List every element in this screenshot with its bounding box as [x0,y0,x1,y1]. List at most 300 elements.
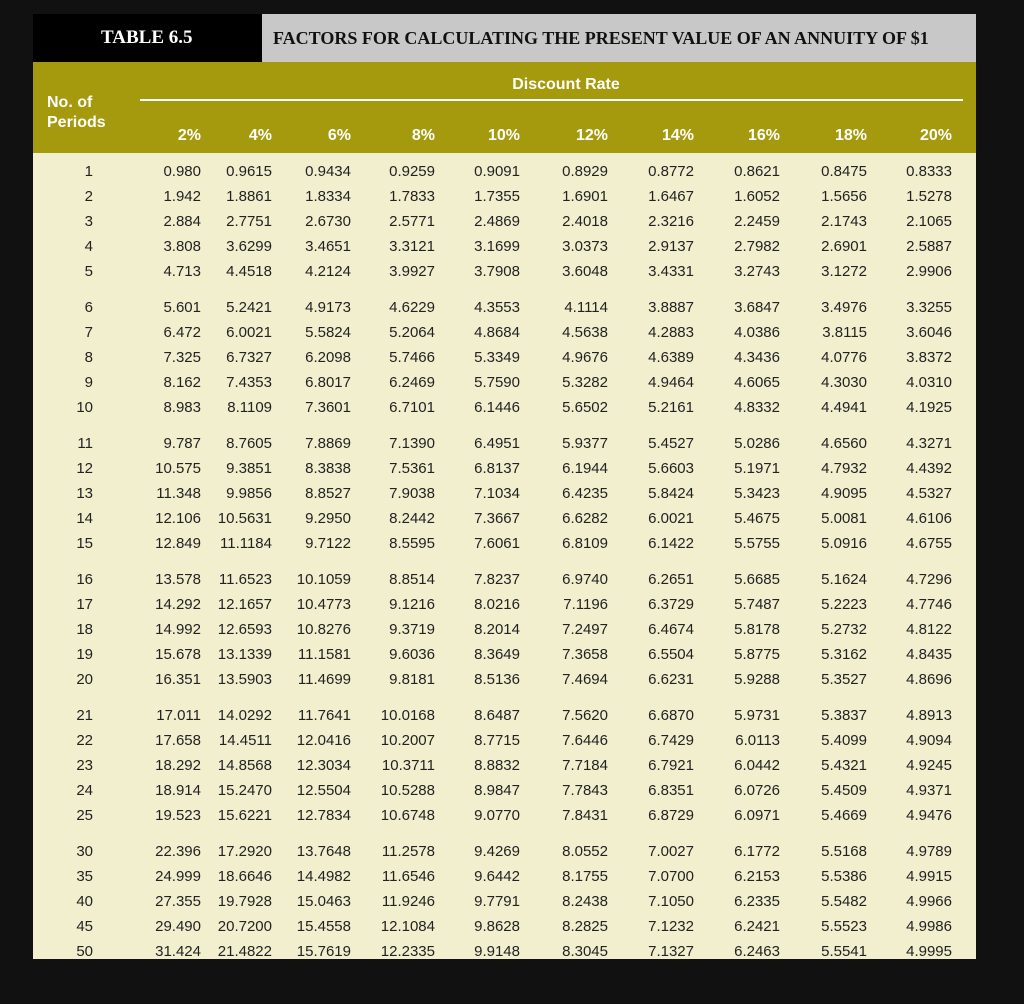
factor-cell: 3.7908 [474,263,520,280]
factor-cell: 7.7843 [562,782,608,799]
factor-cell: 10.2007 [380,732,435,749]
period-cell: 8 [84,349,93,366]
factor-cell: 4.6755 [906,535,952,552]
factor-cell: 4.9915 [906,868,952,885]
factor-cell: 14.4982 [296,868,351,885]
factor-cell: 10.1059 [296,571,351,588]
factor-cell: 9.3851 [226,460,272,477]
factor-cell: 8.9847 [474,782,520,799]
factor-cell: 7.1196 [563,596,608,613]
factor-cell: 7.1034 [474,485,520,502]
factor-cell: 19.523 [155,807,201,824]
factor-cell: 3.9927 [389,263,435,280]
factor-cell: 9.7791 [474,893,520,910]
factor-cell: 22.396 [155,843,201,860]
period-cell: 5 [84,263,93,280]
factor-cell: 6.8729 [648,807,694,824]
factor-cell: 4.9094 [906,732,952,749]
period-cell: 3 [84,213,93,230]
period-cell: 21 [76,707,93,724]
factor-cell: 3.8115 [822,324,867,341]
factor-cell: 9.7122 [305,535,351,552]
annuity-table [33,14,976,959]
factor-cell: 4.9676 [562,349,608,366]
factor-cell: 4.5327 [906,485,952,502]
factor-cell: 15.2470 [217,782,272,799]
rate-header-cell: 16% [747,127,780,144]
factor-cell: 7.1232 [648,918,694,935]
factor-cell: 11.7641 [297,707,351,724]
table-row [33,460,976,482]
factor-cell: 0.8621 [734,163,780,180]
table-row [33,435,976,457]
factor-cell: 27.355 [155,893,201,910]
factor-cell: 6.0021 [648,510,694,527]
table-row [33,596,976,618]
factor-cell: 4.9476 [906,807,952,824]
factor-cell: 8.8832 [474,757,520,774]
factor-cell: 10.5631 [217,510,272,527]
factor-cell: 5.6502 [562,399,608,416]
factor-cell: 6.5504 [648,646,694,663]
table-row [33,510,976,532]
factor-cell: 3.2743 [734,263,780,280]
factor-cell: 3.0373 [562,238,608,255]
factor-cell: 8.0552 [562,843,608,860]
factor-cell: 6.2421 [734,918,780,935]
factor-cell: 12.106 [155,510,201,527]
factor-cell: 2.7982 [734,238,780,255]
factor-cell: 4.9173 [305,299,351,316]
factor-cell: 4.9986 [906,918,952,935]
factor-cell: 9.8628 [474,918,520,935]
factor-cell: 4.4392 [906,460,952,477]
table-row [33,893,976,915]
factor-cell: 3.3121 [389,238,435,255]
factor-cell: 13.7648 [296,843,351,860]
factor-cell: 4.4518 [226,263,272,280]
factor-cell: 5.4527 [648,435,694,452]
factor-cell: 5.0286 [734,435,780,452]
period-cell: 17 [76,596,93,613]
factor-cell: 3.4976 [821,299,867,316]
factor-cell: 11.9246 [381,893,435,910]
rate-header-cell: 12% [575,127,608,144]
factor-cell: 6.0113 [735,732,780,749]
factor-cell: 5.5168 [821,843,867,860]
period-cell: 7 [84,324,93,341]
factor-cell: 4.8435 [906,646,952,663]
factor-cell: 3.1699 [474,238,520,255]
factor-cell: 4.7932 [821,460,867,477]
table-row [33,621,976,643]
factor-cell: 6.9740 [562,571,608,588]
factor-cell: 5.4675 [734,510,780,527]
factor-cell: 4.6560 [821,435,867,452]
factor-cell: 8.3838 [305,460,351,477]
factor-cell: 13.1339 [217,646,272,663]
factor-cell: 16.351 [155,671,201,688]
factor-cell: 3.6048 [562,263,608,280]
factor-cell: 18.292 [155,757,201,774]
factor-cell: 6.472 [163,324,201,341]
factor-cell: 7.2497 [562,621,608,638]
factor-cell: 4.2124 [305,263,351,280]
factor-cell: 7.6061 [474,535,520,552]
factor-cell: 6.7327 [226,349,272,366]
factor-cell: 5.3837 [821,707,867,724]
factor-cell: 4.4941 [821,399,867,416]
table-row [33,918,976,940]
table-row [33,188,976,210]
factor-cell: 7.1390 [389,435,435,452]
factor-cell: 3.6299 [226,238,272,255]
rate-header-row [33,127,976,147]
factor-cell: 8.7605 [226,435,272,452]
table-row [33,535,976,557]
factor-cell: 14.0292 [217,707,272,724]
factor-cell: 2.2459 [734,213,780,230]
rate-header-cell: 10% [487,127,520,144]
factor-cell: 8.8514 [389,571,435,588]
factor-cell: 5.6603 [648,460,694,477]
factor-cell: 15.6221 [217,807,272,824]
factor-cell: 6.2463 [734,943,780,960]
factor-cell: 1.7355 [474,188,520,205]
factor-cell: 8.5595 [389,535,435,552]
period-cell: 11 [77,435,93,452]
table-row [33,213,976,235]
factor-cell: 5.4321 [821,757,867,774]
factor-cell: 5.9288 [734,671,780,688]
factor-cell: 5.2732 [821,621,867,638]
period-cell: 30 [76,843,93,860]
factor-cell: 3.6046 [906,324,952,341]
factor-cell: 3.4651 [305,238,351,255]
factor-cell: 6.4674 [648,621,694,638]
factor-cell: 2.5887 [906,238,952,255]
factor-cell: 7.1327 [648,943,694,960]
factor-cell: 2.5771 [389,213,435,230]
factor-cell: 6.0442 [734,757,780,774]
rate-header-cell: 18% [834,127,867,144]
table-row [33,646,976,668]
factor-cell: 8.3649 [474,646,520,663]
factor-cell: 1.942 [163,188,201,205]
factor-cell: 6.7429 [648,732,694,749]
factor-cell: 5.601 [163,299,201,316]
factor-cell: 10.3711 [381,757,435,774]
factor-cell: 12.1084 [380,918,435,935]
period-cell: 10 [76,399,93,416]
period-cell: 9 [84,374,93,391]
factor-cell: 5.4509 [821,782,867,799]
factor-cell: 4.7296 [906,571,952,588]
factor-cell: 4.2883 [648,324,694,341]
rate-header-cell: 20% [919,127,952,144]
factor-cell: 5.8178 [734,621,780,638]
factor-cell: 10.8276 [296,621,351,638]
factor-cell: 4.9789 [906,843,952,860]
factor-cell: 0.8772 [648,163,694,180]
factor-cell: 1.5656 [821,188,867,205]
factor-cell: 7.8869 [305,435,351,452]
factor-cell: 8.2014 [474,621,520,638]
factor-cell: 21.4822 [217,943,272,960]
factor-cell: 1.6901 [562,188,608,205]
factor-cell: 0.8475 [821,163,867,180]
factor-cell: 7.4353 [226,374,272,391]
factor-cell: 7.5361 [389,460,435,477]
factor-cell: 8.1755 [562,868,608,885]
factor-cell: 1.8334 [305,188,351,205]
factor-cell: 9.4269 [474,843,520,860]
factor-cell: 6.0726 [734,782,780,799]
factor-cell: 3.1272 [821,263,867,280]
factor-cell: 6.8137 [474,460,520,477]
table-row [33,399,976,421]
period-cell: 24 [76,782,93,799]
discount-rate-header: Discount Rate [512,76,620,93]
factor-cell: 4.6106 [906,510,952,527]
factor-cell: 7.3601 [305,399,351,416]
factor-cell: 8.983 [163,399,201,416]
factor-cell: 0.9434 [305,163,351,180]
factor-cell: 8.5136 [474,671,520,688]
factor-cell: 8.2825 [562,918,608,935]
factor-cell: 15.0463 [296,893,351,910]
factor-cell: 11.2578 [381,843,435,860]
table-row [33,782,976,804]
factor-cell: 5.3282 [562,374,608,391]
factor-cell: 11.1581 [297,646,351,663]
factor-cell: 6.7921 [648,757,694,774]
factor-cell: 5.8424 [648,485,694,502]
period-cell: 1 [84,163,93,180]
period-cell: 12 [76,460,93,477]
factor-cell: 11.6523 [218,571,272,588]
factor-cell: 14.992 [155,621,201,638]
factor-cell: 9.2950 [305,510,351,527]
period-cell: 4 [84,238,93,255]
factor-cell: 3.3255 [906,299,952,316]
factor-cell: 5.8775 [734,646,780,663]
factor-cell: 12.849 [155,535,201,552]
period-cell: 50 [76,943,93,960]
factor-cell: 12.0416 [296,732,351,749]
rate-header-cell: 6% [327,127,351,144]
factor-cell: 4.1114 [564,299,608,316]
factor-cell: 8.7715 [474,732,520,749]
factor-cell: 19.7928 [217,893,272,910]
factor-cell: 14.8568 [217,757,272,774]
factor-cell: 8.3045 [562,943,608,960]
factor-cell: 6.0021 [226,324,272,341]
factor-cell: 17.2920 [217,843,272,860]
table-row [33,324,976,346]
factor-cell: 7.0027 [648,843,694,860]
factor-cell: 10.4773 [296,596,351,613]
period-cell: 25 [76,807,93,824]
factor-cell: 4.9995 [906,943,952,960]
factor-cell: 1.8861 [226,188,272,205]
factor-cell: 5.9731 [734,707,780,724]
period-cell: 18 [76,621,93,638]
table-row [33,671,976,693]
factor-cell: 7.9038 [389,485,435,502]
factor-cell: 4.9966 [906,893,952,910]
factor-cell: 6.1422 [648,535,694,552]
factor-cell: 6.4951 [474,435,520,452]
factor-cell: 5.0081 [821,510,867,527]
factor-cell: 6.2098 [305,349,351,366]
factor-cell: 9.8181 [389,671,435,688]
column-header [33,62,976,153]
factor-cell: 14.292 [155,596,201,613]
factor-cell: 2.9137 [648,238,694,255]
periods-header-line1: No. of [47,94,93,111]
factor-cell: 7.0700 [648,868,694,885]
factor-cell: 2.9906 [906,263,952,280]
factor-cell: 2.7751 [226,213,272,230]
table-body [33,153,976,959]
factor-cell: 7.3667 [474,510,520,527]
factor-cell: 4.9245 [906,757,952,774]
factor-cell: 18.6646 [217,868,272,885]
factor-cell: 4.3271 [906,435,952,452]
period-cell: 16 [76,571,93,588]
factor-cell: 10.575 [155,460,201,477]
factor-cell: 7.3658 [562,646,608,663]
factor-cell: 2.1743 [821,213,867,230]
factor-cell: 9.6442 [474,868,520,885]
factor-cell: 7.8237 [474,571,520,588]
factor-cell: 2.4869 [474,213,520,230]
factor-cell: 6.2153 [734,868,780,885]
factor-cell: 3.8372 [906,349,952,366]
factor-cell: 10.6748 [380,807,435,824]
factor-cell: 8.8527 [305,485,351,502]
factor-cell: 5.2223 [821,596,867,613]
period-cell: 2 [84,188,93,205]
factor-cell: 5.4099 [821,732,867,749]
factor-cell: 20.7200 [217,918,272,935]
factor-cell: 5.2064 [389,324,435,341]
factor-cell: 6.1772 [734,843,780,860]
factor-cell: 2.4018 [562,213,608,230]
factor-cell: 15.7619 [296,943,351,960]
factor-cell: 0.8333 [906,163,952,180]
factor-cell: 9.0770 [474,807,520,824]
factor-cell: 2.1065 [906,213,952,230]
factor-cell: 5.1971 [734,460,780,477]
factor-cell: 5.3423 [734,485,780,502]
factor-cell: 5.3527 [821,671,867,688]
factor-cell: 6.6870 [648,707,694,724]
factor-cell: 4.8684 [474,324,520,341]
factor-cell: 5.7487 [734,596,780,613]
factor-cell: 1.5278 [906,188,952,205]
factor-cell: 6.0971 [734,807,780,824]
factor-cell: 14.4511 [218,732,272,749]
factor-cell: 8.1109 [227,399,272,416]
table-row [33,868,976,890]
factor-cell: 31.424 [155,943,201,960]
factor-cell: 5.9377 [562,435,608,452]
factor-cell: 3.8887 [648,299,694,316]
factor-cell: 11.348 [156,485,201,502]
factor-cell: 5.4669 [821,807,867,824]
factor-cell: 8.2442 [389,510,435,527]
factor-cell: 0.9259 [389,163,435,180]
factor-cell: 15.4558 [296,918,351,935]
factor-cell: 2.884 [163,213,201,230]
factor-cell: 13.578 [155,571,201,588]
factor-cell: 6.2651 [648,571,694,588]
table-row [33,707,976,729]
factor-cell: 18.914 [155,782,201,799]
factor-cell: 7.7184 [562,757,608,774]
factor-cell: 2.6730 [305,213,351,230]
factor-cell: 12.6593 [217,621,272,638]
factor-cell: 4.8913 [906,707,952,724]
factor-cell: 12.2335 [380,943,435,960]
period-cell: 45 [76,918,93,935]
factor-cell: 7.325 [163,349,201,366]
rate-header-cell: 14% [661,127,694,144]
factor-cell: 4.7746 [906,596,952,613]
factor-cell: 0.9091 [474,163,520,180]
period-cell: 13 [76,485,93,502]
factor-cell: 17.658 [155,732,201,749]
factor-cell: 0.980 [163,163,201,180]
table-title: FACTORS FOR CALCULATING THE PRESENT VALUE OF AN ANNUITY OF $1 [262,14,976,62]
table-row [33,299,976,321]
period-cell: 6 [84,299,93,316]
discount-rate-divider [140,99,963,101]
table-row [33,374,976,396]
period-cell: 19 [76,646,93,663]
factor-cell: 5.0916 [821,535,867,552]
factor-cell: 4.3436 [734,349,780,366]
factor-cell: 5.5523 [821,918,867,935]
factor-cell: 5.3349 [474,349,520,366]
factor-cell: 12.1657 [217,596,272,613]
factor-cell: 5.5755 [734,535,780,552]
factor-cell: 3.808 [163,238,201,255]
factor-cell: 9.787 [163,435,201,452]
factor-cell: 4.6065 [734,374,780,391]
factor-cell: 2.6901 [821,238,867,255]
factor-cell: 6.7101 [389,399,435,416]
factor-cell: 1.6467 [648,188,694,205]
factor-cell: 7.5620 [562,707,608,724]
rate-header-cell: 2% [177,127,201,144]
factor-cell: 6.4235 [562,485,608,502]
table-row [33,807,976,829]
period-cell: 23 [76,757,93,774]
factor-cell: 29.490 [155,918,201,935]
factor-cell: 9.6036 [389,646,435,663]
period-cell: 20 [76,671,93,688]
factor-cell: 5.5482 [821,893,867,910]
period-cell: 35 [76,868,93,885]
factor-cell: 6.1944 [562,460,608,477]
factor-cell: 6.6231 [648,671,694,688]
factor-cell: 4.0776 [821,349,867,366]
table-row [33,732,976,754]
factor-cell: 12.3034 [296,757,351,774]
